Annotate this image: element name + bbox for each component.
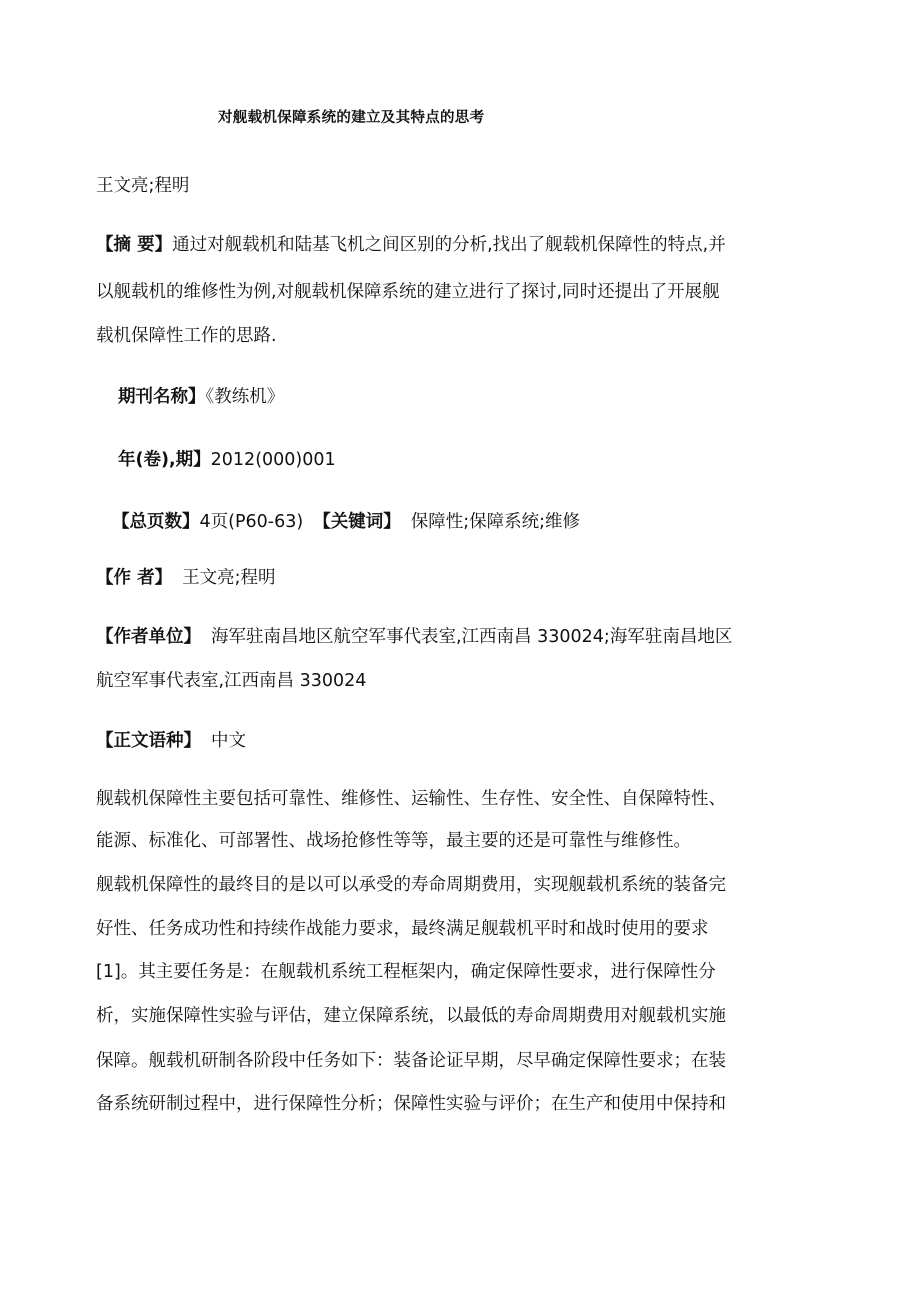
affiliation-text-1: 海军驻南昌地区航空军事代表室,江西南昌 330024;海军驻南昌地区: [211, 627, 733, 647]
body-para2-line2: 好性、任务成功性和持续作战能力要求，最终满足舰载机平时和战时使用的要求: [96, 919, 709, 939]
author-field-label: 【作 者】: [96, 568, 173, 588]
affiliation-line-2: 航空军事代表室,江西南昌 330024: [96, 671, 367, 691]
author-field-value: 王文亮;程明: [182, 568, 276, 588]
abstract-line-3: 载机保障性工作的思路.: [96, 326, 277, 346]
body-para1-line2: 能源、标准化、可部署性、战场抢修性等等，最主要的还是可靠性与维修性。: [96, 831, 691, 851]
language-line: [96, 729, 246, 753]
language-label: 【正文语种】: [96, 731, 201, 751]
pages-keywords-line: [112, 510, 580, 534]
journal-line: [118, 385, 284, 409]
author-line: 王文亮;程明: [96, 176, 190, 196]
pages-label: 【总页数】: [112, 512, 200, 532]
keywords-value: 保障性;保障系统;维修: [410, 512, 580, 532]
body-para1-line1: 舰载机保障性主要包括可靠性、维修性、运输性、生存性、安全性、自保障特性、: [96, 789, 726, 809]
abstract-text-1: 通过对舰载机和陆基飞机之间区别的分析,找出了舰载机保障性的特点,并: [172, 235, 726, 255]
abstract-line-2: 以舰载机的维修性为例,对舰载机保障系统的建立进行了探讨,同时还提出了开展舰: [96, 282, 720, 302]
language-value: 中文: [211, 731, 246, 751]
affiliation-line-1: [96, 625, 732, 649]
journal-label: 期刊名称】: [118, 387, 206, 407]
body-para2-line6: 备系统研制过程中，进行保障性分析；保障性实验与评价；在生产和使用中保持和: [96, 1094, 726, 1114]
keywords-label: 【关键词】: [313, 512, 401, 532]
abstract-line-1: [96, 233, 726, 257]
issue-label: 年(卷),期】: [118, 450, 211, 470]
journal-value: 《教练机》: [205, 387, 285, 407]
pages-value: 4页(P60-63): [199, 512, 304, 532]
author-field-line: [96, 566, 276, 590]
body-para2-line1: 舰载机保障性的最终目的是以可以承受的寿命周期费用，实现舰载机系统的装备完: [96, 875, 726, 895]
abstract-label: 【摘 要】: [96, 235, 173, 255]
body-para2-line5: 保障。舰载机研制各阶段中任务如下：装备论证早期，尽早确定保障性要求；在装: [96, 1051, 726, 1071]
body-para2-line3: [1]。其主要任务是：在舰载机系统工程框架内，确定保障性要求，进行保障性分: [96, 962, 716, 982]
issue-line: [118, 448, 336, 472]
body-para2-line4: 析，实施保障性实验与评估，建立保障系统，以最低的寿命周期费用对舰载机实施: [96, 1006, 726, 1026]
issue-value: 2012(000)001: [210, 450, 336, 470]
article-title: 对舰载机保障系统的建立及其特点的思考: [218, 110, 485, 126]
affiliation-label: 【作者单位】: [96, 627, 201, 647]
